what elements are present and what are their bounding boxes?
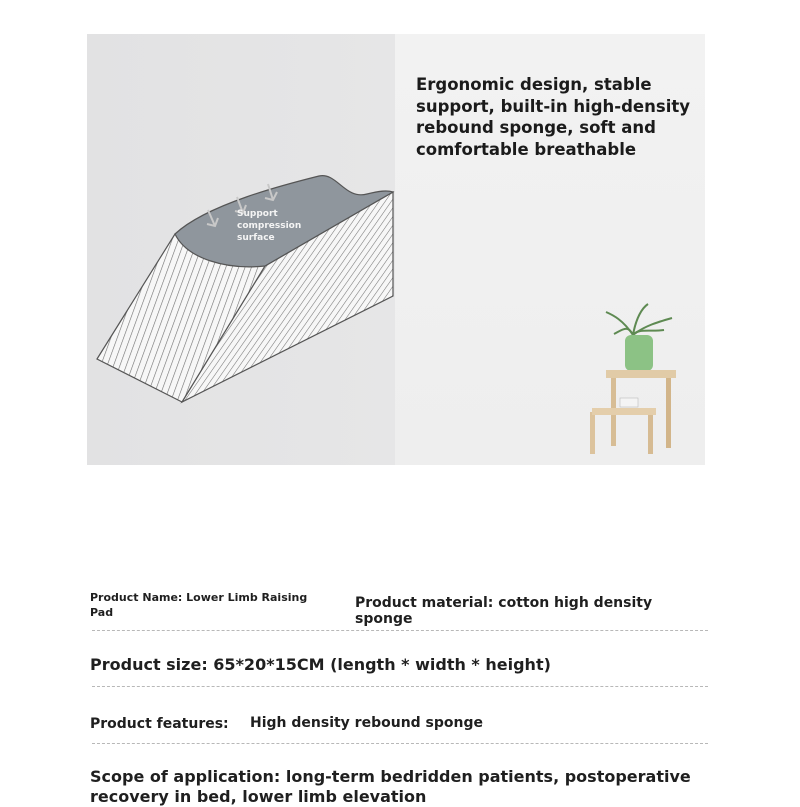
product-name: Product Name: Lower Limb Raising Pad (90, 591, 308, 619)
divider (92, 686, 708, 687)
scope-of-application: Scope of application: long-term bedridden patients, postoperative recovery in bed, lower limb elevation (90, 767, 691, 806)
product-size: Product size: 65*20*15CM (length * width * height) (90, 655, 551, 674)
wedge-label: Support compression surface (237, 209, 302, 243)
divider (92, 630, 708, 631)
features-label: Product features: (90, 716, 229, 732)
wedge-pillow-illustration (87, 34, 397, 465)
hero-headline: Ergonomic design, stable support, built-in high-density rebound sponge, soft and comfortable breathable (416, 75, 690, 159)
features-value: High density rebound sponge (250, 715, 484, 731)
product-material: Product material: cotton high density sponge (355, 595, 653, 627)
plant-stool-icon (578, 290, 688, 460)
divider (92, 743, 708, 744)
